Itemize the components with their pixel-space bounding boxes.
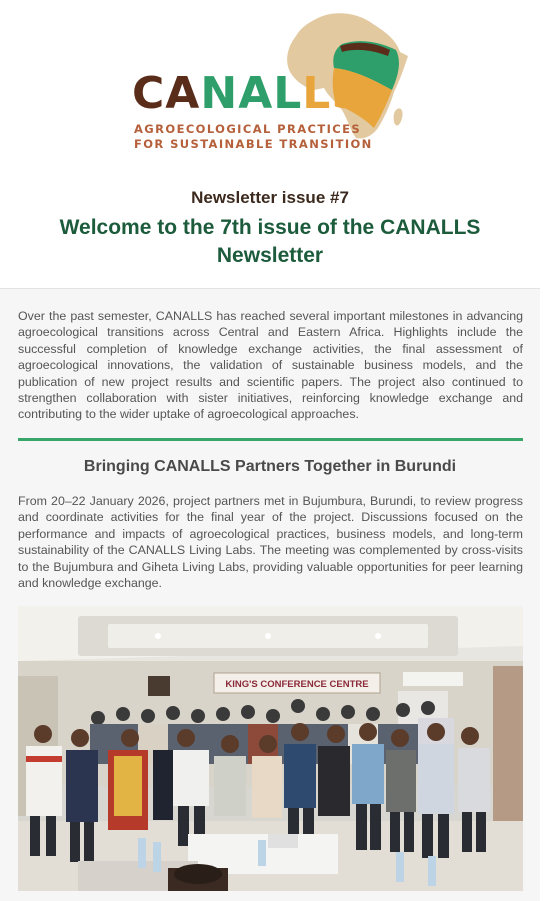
newsletter-header	[0, 0, 540, 289]
logo-letter: L	[302, 68, 332, 119]
photo-banner-text: KING'S CONFERENCE CENTRE	[225, 679, 369, 690]
logo-letter: A	[165, 68, 201, 119]
logo-letter: N	[200, 68, 239, 119]
logo-letter: S	[331, 68, 365, 119]
logo-letter: L	[273, 68, 303, 119]
logo-letter: C	[132, 68, 166, 119]
section-divider	[18, 438, 523, 441]
section-body: From 20–22 January 2026, project partners met in Bujumbura, Burundi, to review progress and coordinate activities for the final year of the project. Discussions focused on the performance and impacts of agroecological practices, business models, and long-term sustainability of the CANALLS Living Labs. The meeting was complemented by cross-visits to the Bujumbura and Giheta Living Labs, providing valuable opportunities for peer learning and knowledge exchange.	[18, 494, 523, 591]
welcome-heading: Welcome to the 7th issue of the CANALLS Newsletter	[59, 216, 481, 267]
logo-tagline-line-2: FOR SUSTAINABLE TRANSITION	[134, 137, 373, 151]
logo-tagline-line-1: AGROECOLOGICAL PRACTICES	[134, 122, 362, 136]
logo-tagline	[134, 122, 373, 152]
issue-number: Newsletter issue #7	[191, 188, 349, 207]
section-title: Bringing CANALLS Partners Together in Burundi	[83, 458, 457, 475]
group-photo	[18, 606, 523, 891]
logo-wordmark	[132, 68, 365, 119]
group-photo-illustration	[18, 606, 523, 891]
scrollbar[interactable]	[540, 0, 553, 901]
logo-letter: A	[238, 68, 274, 119]
canalls-logo	[128, 10, 418, 160]
intro-paragraph: Over the past semester, CANALLS has reached several important milestones in advancing agroecological transitions across Central and Eastern Africa. Highlights include the successful completion of knowledge exchange activities, the final assessment of agroecological innovations, the validation of sustainable business models, and the publication of new project results and scientific papers. The project also continued to strengthen collaboration with sister initiatives, reinforcing knowledge exchange and contributing to the wider uptake of agroecological approaches.	[18, 309, 523, 422]
